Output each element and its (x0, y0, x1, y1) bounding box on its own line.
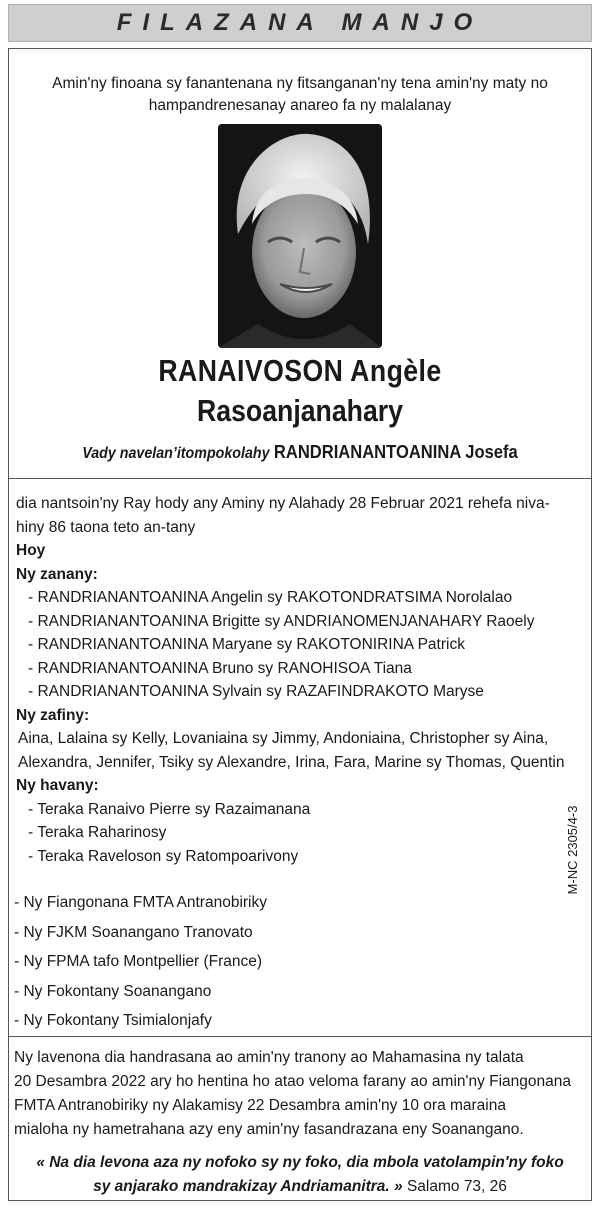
divider (8, 478, 592, 479)
relatives-label: Ny havany: (16, 777, 99, 794)
intro-line: Amin'ny finoana sy fanantenana ny fitsanganan'ny tena amin'ny maty no (52, 75, 548, 92)
funeral-line: FMTA Antranobiriky ny Alakamisy 22 Desambra amin'ny 10 ora maraina (14, 1097, 506, 1114)
list-item: - RANDRIANANTOANINA Angelin sy RAKOTONDRATSIMA Norolalao (28, 589, 513, 606)
grandchildren-text: Alexandra, Jennifer, Tsiky sy Alexandre, Irina, Fara, Marine sy Thomas, Quentin (18, 753, 565, 771)
notice-header (8, 4, 592, 42)
spouse-prefix: Vady navelan’itompokolahy (82, 445, 270, 462)
quote-reference: Salamo 73, 26 (406, 1178, 507, 1195)
spouse-line (24, 440, 576, 466)
hoy-label: Hoy (16, 542, 46, 559)
funeral-details (14, 1046, 586, 1142)
grandchildren-text: Aina, Lalaina sy Kelly, Lovaniaina sy Jimmy, Andoniaina, Christopher sy Aina, (18, 730, 549, 747)
list-item: - RANDRIANANTOANINA Bruno sy RANOHISOA Tiana (28, 659, 412, 677)
intro-text (20, 73, 580, 117)
quote-line: sy anjarako mandrakizay Andriamanitra. » (93, 1178, 403, 1195)
list-item: - RANDRIANANTOANINA Maryane sy RAKOTONIRINA Patrick (28, 636, 465, 653)
list-item: - Ny FJKM Soanangano Tranovato (14, 923, 253, 941)
spouse-name: RANDRIANANTOANINA Josefa (273, 442, 518, 462)
children-label: Ny zanany: (16, 565, 98, 583)
scripture-quote (14, 1151, 586, 1199)
intro-line: hampandrenesanay anareo fa ny malalanay (148, 97, 452, 114)
deceased-maiden-name: Rasoanjanahary (197, 393, 403, 428)
portrait-image (218, 124, 382, 348)
grandchildren-label: Ny zafiny: (16, 706, 90, 724)
quote-line: « Na dia levona aza ny nofoko sy ny foko, dia mbola vatolampin'ny foko (36, 1154, 564, 1171)
death-text: hiny 86 taona teto an-tany (16, 518, 196, 536)
reference-code-text: M-NC 2305/4-3 (565, 805, 580, 895)
list-item: - Ny Fiangonana FMTA Antranobiriky (14, 894, 267, 911)
organizations-list (14, 888, 267, 1036)
list-item: - Teraka Raveloson sy Ratompoarivony (28, 847, 299, 865)
list-item: - Teraka Raharinosy (28, 824, 167, 841)
notice-title: FILAZANA MANJO (116, 9, 484, 36)
list-item: - Teraka Ranaivo Pierre sy Razaimanana (28, 800, 311, 818)
list-item: - Ny Fokontany Tsimialonjafy (14, 1012, 212, 1029)
divider (8, 1036, 592, 1037)
notice-body (16, 492, 586, 868)
list-item: - RANDRIANANTOANINA Sylvain sy RAZAFINDRAKOTO Maryse (28, 683, 484, 700)
portrait-photo (218, 124, 382, 348)
funeral-line: 20 Desambra 2022 ary ho hentina ho atao veloma farany ao amin'ny Fiangonana (14, 1073, 572, 1090)
deceased-name: RANAIVOSON Angèle (158, 353, 442, 388)
funeral-line: mialoha ny hametrahana azy eny amin'ny fasandrazana eny Soanangano. (14, 1121, 524, 1138)
list-item: - Ny Fokontany Soanangano (14, 982, 212, 1000)
list-item: - Ny FPMA tafo Montpellier (France) (14, 953, 263, 970)
funeral-line: Ny lavenona dia handrasana ao amin'ny tranony ao Mahamasina ny talata (14, 1049, 524, 1066)
death-text: dia nantsoin'ny Ray hody any Aminy ny Alahady 28 Februar 2021 rehefa niva- (16, 495, 550, 512)
list-item: - RANDRIANANTOANINA Brigitte sy ANDRIANOMENJANAHARY Raoely (28, 612, 535, 630)
